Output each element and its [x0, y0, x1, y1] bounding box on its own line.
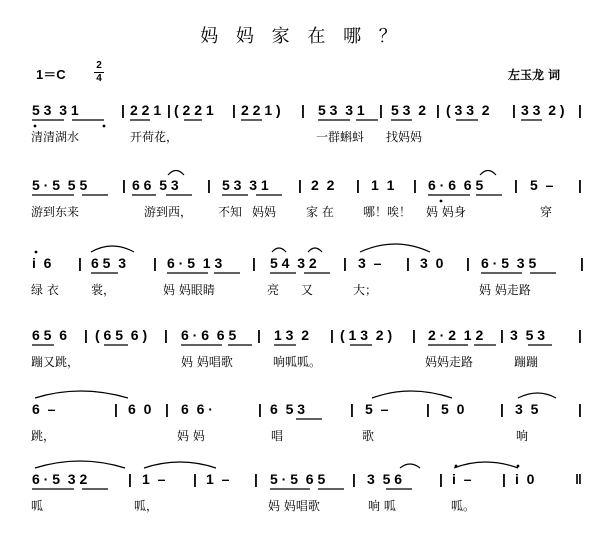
note-group: 5 – [530, 177, 554, 193]
notation-line [0, 327, 603, 349]
bar-line: | [356, 177, 360, 193]
bar-line: | [514, 177, 518, 193]
lyric-text: 不知 [218, 205, 243, 219]
score-system-1 [0, 102, 603, 172]
slur [308, 248, 322, 252]
lyric-text: 响呱呱。 [273, 355, 322, 369]
notation-line [0, 401, 603, 423]
bar-line: | [343, 255, 347, 271]
lyric-text: 游到东来 [31, 205, 80, 219]
note-group: 6 · 5 3 5 [481, 255, 537, 271]
note-group: ( 6 5 6 ) [95, 327, 148, 343]
bar-line: | [78, 255, 82, 271]
time-signature-bottom: 4 [96, 73, 102, 84]
lyric-text: 蹦蹦 [514, 355, 539, 369]
lyric-text: 响 [516, 429, 529, 443]
lyric-text: 妈 妈唱歌 [181, 355, 233, 369]
note-group: ( 1 3 2 ) [340, 327, 393, 343]
note-group: i 0 [515, 471, 535, 487]
lyrics-line [0, 203, 603, 223]
bar-line: | [258, 401, 262, 417]
bar-line: | [466, 255, 470, 271]
lyric-text: 响 呱 [368, 499, 396, 513]
bar-line: | [350, 401, 354, 417]
bar-line: | [580, 255, 584, 271]
lyric-text: 妈 妈 [177, 429, 205, 443]
lyric-text: 家 在 [306, 205, 334, 219]
bar-line: | [122, 177, 126, 193]
bar-line: | [406, 255, 410, 271]
note-group: 6 5 3 [270, 401, 306, 417]
note-group: 5 3 2 [391, 102, 427, 118]
bar-line: | [153, 255, 157, 271]
lyric-text: 裳， [91, 283, 116, 297]
note-group: 6 · 5 3 2 [32, 471, 88, 487]
bar-line: | [193, 471, 197, 487]
lyric-text: 大； [353, 283, 378, 297]
bar-line: | [578, 327, 582, 343]
bar-line: | [164, 327, 168, 343]
octave-dot [35, 251, 38, 254]
note-group: ( 2 2 1 [174, 102, 214, 118]
note-group: 3 5 6 [367, 471, 403, 487]
note-group: 5 · 5 6 5 [270, 471, 326, 487]
bar-line: | [578, 102, 582, 118]
lyric-text: 又 [301, 283, 314, 297]
bar-line: ‖ [575, 471, 582, 487]
score-system-6 [0, 471, 603, 541]
lyric-text: 绿 衣 [31, 283, 59, 297]
note-group: 5 4 3 2 [270, 255, 317, 271]
slur [272, 248, 286, 252]
bar-line: | [512, 102, 516, 118]
bar-line: | [502, 471, 506, 487]
score-system-5 [0, 401, 603, 471]
bar-line: | [252, 255, 256, 271]
note-group: 6 0 [128, 401, 152, 417]
bar-line: | [232, 102, 236, 118]
lyric-text: 找妈妈 [386, 130, 423, 144]
note-group: 1 3 2 [274, 327, 310, 343]
note-group: 6 5 3 [91, 255, 127, 271]
lyric-text: 清清湖水 [31, 130, 80, 144]
bar-line: | [413, 177, 417, 193]
score-system-4 [0, 327, 603, 397]
note-group: 2 · 2 1 2 [428, 327, 484, 343]
note-group: 2 2 1 [130, 102, 162, 118]
note-group: 6 5 6 [32, 327, 68, 343]
note-group: 6 – [32, 401, 56, 417]
lyric-text: 游到西， [144, 205, 193, 219]
lyrics-line [0, 353, 603, 373]
notation-line [0, 471, 603, 493]
bar-line: | [412, 327, 416, 343]
lyric-text: 呱， [134, 499, 159, 513]
bar-line: | [128, 471, 132, 487]
bar-line: | [500, 401, 504, 417]
lyric-text: 歌 [362, 429, 375, 443]
bar-line: | [578, 401, 582, 417]
notation-line [0, 177, 603, 199]
note-group: 3 – [358, 255, 382, 271]
lyric-text: 唱 [271, 429, 284, 443]
bar-line: | [207, 177, 211, 193]
note-group: 6 6 5 3 [132, 177, 179, 193]
lyrics-line [0, 497, 603, 517]
bar-line: | [436, 102, 440, 118]
bar-line: | [500, 327, 504, 343]
lyric-text: 蹦又跳， [31, 355, 80, 369]
note-group: 6 · 5 1 3 [167, 255, 223, 271]
note-group: 1 – [142, 471, 166, 487]
lyric-text: 妈 妈身 [426, 205, 466, 219]
lyric-text: 妈妈 [252, 205, 277, 219]
lyrics-line [0, 128, 603, 148]
note-group: 3 5 [515, 401, 539, 417]
note-group: 5 3 3 1 [318, 102, 365, 118]
bar-line: | [301, 102, 305, 118]
lyrics-line [0, 281, 603, 301]
note-group: 5 0 [441, 401, 465, 417]
song-title: 妈 妈 家 在 哪 ？ [200, 26, 403, 47]
bar-line: | [167, 102, 171, 118]
bar-line: | [257, 327, 261, 343]
lyric-text: 妈 妈唱歌 [268, 499, 320, 513]
time-signature [94, 60, 104, 85]
bar-line: | [352, 471, 356, 487]
note-group: 3 3 2 ) [521, 102, 565, 118]
note-group: 5 · 5 5 5 [32, 177, 88, 193]
bar-line: | [578, 177, 582, 193]
note-group: i 6 [32, 255, 52, 271]
note-group: 6 · 6 6 5 [181, 327, 237, 343]
note-group: 3 0 [420, 255, 444, 271]
score-system-3 [0, 255, 603, 325]
notation-line [0, 255, 603, 277]
note-group: 2 2 1 ) [241, 102, 281, 118]
note-group: 1 – [206, 471, 230, 487]
note-group: 6 · 6 6 5 [428, 177, 484, 193]
lyric-text: 跳， [31, 429, 56, 443]
note-group: 1 1 [371, 177, 395, 193]
lyric-text: 亮 [267, 283, 280, 297]
bar-line: | [114, 401, 118, 417]
lyrics-line [0, 427, 603, 447]
key-signature: 1＝C [36, 67, 66, 82]
note-group: 5 3 3 1 [32, 102, 79, 118]
lyric-text: 一群蝌蚪 [316, 130, 365, 144]
lyricist-credit: 左玉龙 词 [508, 68, 561, 82]
notation-line [0, 102, 603, 124]
lyric-text: 妈妈走路 [425, 355, 474, 369]
lyric-text: 哪！唉！ [363, 205, 412, 219]
score-system-2 [0, 177, 603, 247]
bar-line: | [121, 102, 125, 118]
bar-line: | [330, 327, 334, 343]
bar-line: | [165, 401, 169, 417]
lyric-text: 呱 [31, 499, 44, 513]
time-signature-top: 2 [96, 60, 102, 71]
bar-line: | [439, 471, 443, 487]
note-group: 5 3 3 1 [222, 177, 269, 193]
note-group: 5 – [365, 401, 389, 417]
note-group: ( 3 3 2 [446, 102, 490, 118]
lyric-text: 开荷花， [130, 130, 179, 144]
bar-line: | [298, 177, 302, 193]
lyric-text: 穿 [540, 205, 553, 219]
bar-line: | [426, 401, 430, 417]
lyric-text: 妈 妈走路 [479, 283, 531, 297]
bar-line: | [254, 471, 258, 487]
bar-line: | [84, 327, 88, 343]
lyric-text: 呱。 [451, 499, 476, 513]
note-group: i – [452, 471, 472, 487]
note-group: 3 5 3 [510, 327, 546, 343]
note-group: 2 2 [311, 177, 335, 193]
note-group: 6 6 · [181, 401, 213, 417]
lyric-text: 妈 妈眼睛 [163, 283, 215, 297]
bar-line: | [379, 102, 383, 118]
